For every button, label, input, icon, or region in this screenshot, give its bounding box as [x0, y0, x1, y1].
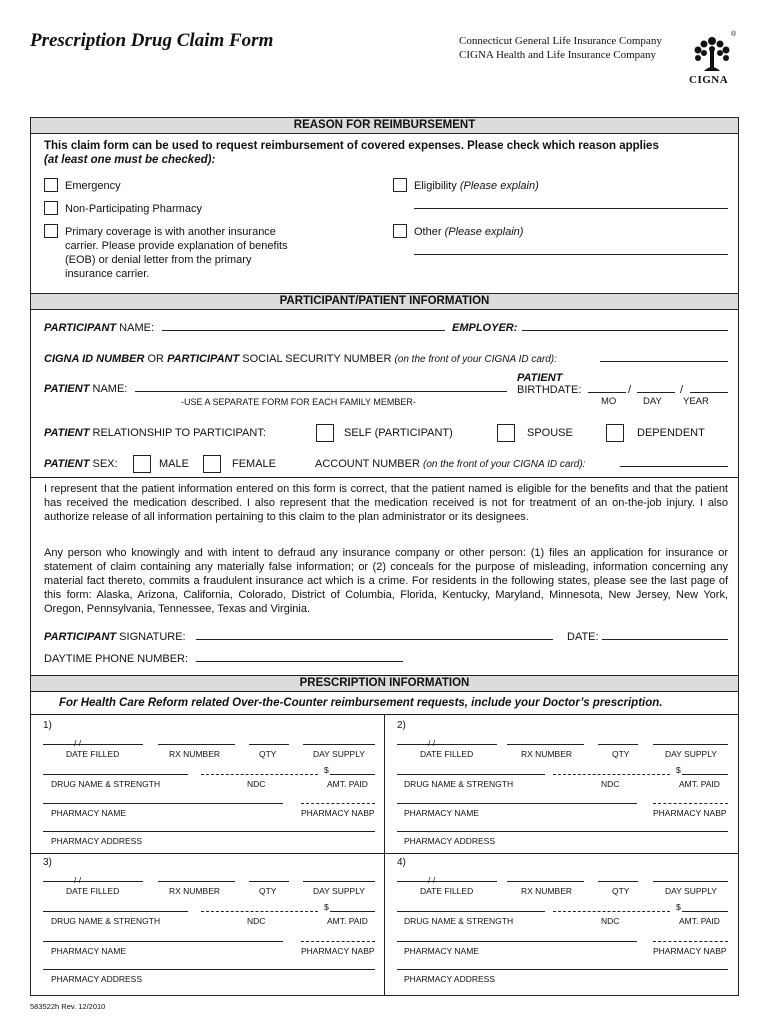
- cigna-id-label: CIGNA ID NUMBER OR PARTICIPANT SOCIAL SECURITY NUMBER (on the front of your CIGNA ID card):: [44, 353, 557, 365]
- drug-name-label: DRUG NAME & STRENGTH: [404, 779, 514, 789]
- qty-field[interactable]: [598, 744, 638, 745]
- pharmacy-nabp-field[interactable]: [653, 803, 728, 804]
- date-slashes: / /: [428, 875, 436, 885]
- pharmacy-address-label: PHARMACY ADDRESS: [51, 974, 143, 984]
- amt-paid-field[interactable]: [682, 911, 728, 912]
- ndc-field[interactable]: [201, 774, 318, 775]
- drug-name-field[interactable]: [397, 911, 545, 912]
- ndc-field[interactable]: [553, 911, 670, 912]
- ndc-label: NDC: [247, 916, 266, 926]
- year-label: YEAR: [683, 396, 709, 407]
- employer-label: EMPLOYER:: [452, 322, 518, 334]
- reason-intro-note: (at least one must be checked):: [44, 154, 216, 166]
- date-label: DATE:: [567, 631, 599, 643]
- date-slashes: / /: [74, 875, 82, 885]
- self-label: SELF (PARTICIPANT): [344, 427, 453, 439]
- qty-field[interactable]: [249, 744, 289, 745]
- rx-cell-3: [31, 853, 384, 995]
- fraud-warning-paragraph: Any person who knowingly and with intent to defraud any insurance company or other person: (1) files an application for insurance or statement of claim containing any materially false information; or (2) conceals for the purpose of misleading, information concerning any material fact thereto, commits a fraudulent insurance act which is a crime. For residents in the following states, please see the last page of this form: Alaska, Arizona, California, Colorado, District of Columbia, Florida, Kentucky, Maryland, Minnesota, New Jersey, New York, Oregon, Pennsylvania, Tennessee, Texas and Virginia.: [44, 547, 728, 615]
- account-number-field[interactable]: [620, 466, 728, 467]
- other-label: Other (Please explain): [414, 226, 524, 238]
- mo-label: MO: [601, 396, 617, 407]
- non-participating-label: Non-Participating Pharmacy: [65, 203, 202, 215]
- drug-name-label: DRUG NAME & STRENGTH: [51, 916, 161, 926]
- drug-name-label: DRUG NAME & STRENGTH: [404, 916, 514, 926]
- pharmacy-nabp-label: PHARMACY NABP: [301, 808, 375, 818]
- statements-divider: [31, 477, 738, 478]
- day-supply-label: DAY SUPPLY: [313, 886, 365, 896]
- emergency-label: Emergency: [65, 180, 121, 192]
- pharmacy-name-label: PHARMACY NAME: [51, 808, 126, 818]
- rx-number-field[interactable]: [507, 881, 584, 882]
- authorization-paragraph: I represent that the patient information entered on this form is correct, that the patient named is eligible for the benefits and that the patient has received the medication described. I also represent that the medication received is not for treatment of an on-the-job injury. I also authorize release of all information pertaining to this claim to the plan administrator or its designees.: [44, 483, 728, 523]
- employer-field[interactable]: [522, 330, 728, 331]
- form-code: 583522h Rev. 12/2010: [30, 1002, 106, 1011]
- primary-coverage-label-1: Primary coverage is with another insurance: [65, 226, 276, 238]
- pharmacy-nabp-label: PHARMACY NABP: [653, 946, 727, 956]
- pharmacy-nabp-label: PHARMACY NABP: [301, 946, 375, 956]
- participant-name-field[interactable]: [162, 330, 445, 331]
- patient-name-label: PATIENT NAME:: [44, 383, 128, 395]
- date-slashes: / /: [428, 738, 436, 748]
- qty-label: QTY: [259, 749, 277, 759]
- birth-month-field[interactable]: [588, 392, 626, 393]
- day-supply-field[interactable]: [303, 881, 375, 882]
- qty-label: QTY: [259, 886, 277, 896]
- birthdate-label: BIRTHDATE:: [517, 384, 582, 396]
- ndc-label: NDC: [601, 916, 620, 926]
- birthdate-patient-label: PATIENT: [517, 372, 563, 384]
- rx-cell-number: 2): [397, 720, 406, 731]
- sex-label: PATIENT SEX:: [44, 458, 118, 470]
- participant-name-label: PARTICIPANT NAME:: [44, 322, 155, 334]
- date-filled-field[interactable]: [397, 744, 497, 745]
- pharmacy-address-field[interactable]: [397, 831, 728, 832]
- date-filled-label: DATE FILLED: [66, 886, 120, 896]
- birth-year-field[interactable]: [690, 392, 728, 393]
- birth-slash-2: /: [680, 384, 684, 396]
- patient-name-field[interactable]: [135, 391, 507, 392]
- pharmacy-nabp-label: PHARMACY NABP: [653, 808, 727, 818]
- amt-paid-field[interactable]: [682, 774, 728, 775]
- pharmacy-name-field[interactable]: [397, 803, 637, 804]
- day-supply-label: DAY SUPPLY: [313, 749, 365, 759]
- day-label: DAY: [643, 396, 662, 407]
- separate-form-note: -USE A SEPARATE FORM FOR EACH FAMILY MEMBER-: [181, 397, 416, 407]
- emergency-checkbox[interactable]: [44, 178, 58, 192]
- signature-field[interactable]: [196, 639, 553, 640]
- eligibility-label: Eligibility (Please explain): [414, 180, 539, 192]
- date-filled-field[interactable]: [43, 881, 143, 882]
- account-number-label: ACCOUNT NUMBER (on the front of your CIGNA ID card):: [315, 458, 586, 470]
- company-line-1: Connecticut General Life Insurance Company: [459, 35, 662, 47]
- pharmacy-name-field[interactable]: [43, 803, 283, 804]
- signature-label: PARTICIPANT SIGNATURE:: [44, 631, 186, 643]
- prescription-note: For Health Care Reform related Over-the-Counter reimbursement requests, include your Doctor’s prescription.: [59, 697, 663, 709]
- birth-day-field[interactable]: [637, 392, 675, 393]
- amt-paid-label: AMT. PAID: [327, 779, 368, 789]
- pharmacy-name-label: PHARMACY NAME: [51, 946, 126, 956]
- rx-cell-1: [31, 714, 384, 853]
- female-label: FEMALE: [232, 458, 277, 470]
- rx-number-label: RX NUMBER: [521, 749, 573, 759]
- date-filled-field[interactable]: [43, 744, 143, 745]
- registered-mark: ®: [731, 31, 737, 38]
- phone-field[interactable]: [196, 661, 403, 662]
- primary-coverage-checkbox[interactable]: [44, 224, 58, 238]
- pharmacy-name-field[interactable]: [397, 941, 637, 942]
- rx-number-label: RX NUMBER: [169, 886, 221, 896]
- pharmacy-address-label: PHARMACY ADDRESS: [404, 974, 496, 984]
- eligibility-checkbox[interactable]: [393, 178, 407, 192]
- pharmacy-address-field[interactable]: [43, 831, 375, 832]
- ndc-field[interactable]: [553, 774, 670, 775]
- pharmacy-name-label: PHARMACY NAME: [404, 808, 479, 818]
- participant-heading: PARTICIPANT/PATIENT INFORMATION: [31, 293, 738, 310]
- amt-paid-label: AMT. PAID: [679, 916, 720, 926]
- drug-name-field[interactable]: [43, 774, 188, 775]
- rx-number-field[interactable]: [158, 881, 235, 882]
- dollar-sign: $: [676, 765, 681, 775]
- dependent-label: DEPENDENT: [637, 427, 705, 439]
- qty-field[interactable]: [249, 881, 289, 882]
- day-supply-field[interactable]: [653, 744, 728, 745]
- rx-number-label: RX NUMBER: [169, 749, 221, 759]
- pharmacy-name-field[interactable]: [43, 941, 283, 942]
- day-supply-label: DAY SUPPLY: [665, 749, 717, 759]
- day-supply-field[interactable]: [653, 881, 728, 882]
- other-explain-line[interactable]: [414, 254, 728, 255]
- amt-paid-field[interactable]: [330, 774, 375, 775]
- ndc-label: NDC: [601, 779, 620, 789]
- drug-name-label: DRUG NAME & STRENGTH: [51, 779, 161, 789]
- qty-label: QTY: [612, 749, 630, 759]
- reason-intro: This claim form can be used to request reimbursement of covered expenses. Please check which reason applies: [44, 140, 659, 152]
- pharmacy-nabp-field[interactable]: [301, 941, 375, 942]
- rx-cell-number: 3): [43, 857, 52, 868]
- non-participating-checkbox[interactable]: [44, 201, 58, 215]
- relationship-label: PATIENT RELATIONSHIP TO PARTICIPANT:: [44, 427, 266, 439]
- pharmacy-name-label: PHARMACY NAME: [404, 946, 479, 956]
- qty-label: QTY: [612, 886, 630, 896]
- primary-coverage-label-2: carrier. Please provide explanation of benefits: [65, 240, 288, 252]
- eligibility-explain-line[interactable]: [414, 208, 728, 209]
- pharmacy-address-field[interactable]: [397, 969, 728, 970]
- drug-name-field[interactable]: [397, 774, 545, 775]
- rx-cell-2: [385, 714, 738, 853]
- rx-cell-number: 1): [43, 720, 52, 731]
- date-filled-label: DATE FILLED: [420, 749, 474, 759]
- spouse-label: SPOUSE: [527, 427, 573, 439]
- prescription-heading: PRESCRIPTION INFORMATION: [31, 675, 738, 692]
- form-title: Prescription Drug Claim Form: [30, 30, 274, 51]
- primary-coverage-label-3: (EOB) or denial letter from the primary: [65, 254, 252, 266]
- female-checkbox[interactable]: [203, 455, 221, 473]
- male-label: MALE: [159, 458, 189, 470]
- date-filled-field[interactable]: [397, 881, 497, 882]
- rx-cell-4: [385, 853, 738, 995]
- day-supply-label: DAY SUPPLY: [665, 886, 717, 896]
- date-filled-label: DATE FILLED: [66, 749, 120, 759]
- rx-number-field[interactable]: [507, 744, 584, 745]
- pharmacy-nabp-field[interactable]: [653, 941, 728, 942]
- ndc-field[interactable]: [201, 911, 318, 912]
- primary-coverage-label-4: insurance carrier.: [65, 268, 150, 280]
- spouse-checkbox[interactable]: [497, 424, 515, 442]
- qty-field[interactable]: [598, 881, 638, 882]
- pharmacy-address-field[interactable]: [43, 969, 375, 970]
- reason-heading: REASON FOR REIMBURSEMENT: [31, 117, 738, 134]
- cigna-id-field[interactable]: [600, 361, 728, 362]
- dollar-sign: $: [676, 902, 681, 912]
- date-field[interactable]: [602, 639, 728, 640]
- pharmacy-address-label: PHARMACY ADDRESS: [404, 836, 496, 846]
- rx-number-label: RX NUMBER: [521, 886, 573, 896]
- dependent-checkbox[interactable]: [606, 424, 624, 442]
- amt-paid-label: AMT. PAID: [679, 779, 720, 789]
- self-checkbox[interactable]: [316, 424, 334, 442]
- pharmacy-address-label: PHARMACY ADDRESS: [51, 836, 143, 846]
- cigna-brand-text: CIGNA: [689, 74, 729, 86]
- company-line-2: CIGNA Health and Life Insurance Company: [459, 49, 657, 61]
- birth-slash-1: /: [628, 384, 632, 396]
- dollar-sign: $: [324, 902, 329, 912]
- dollar-sign: $: [324, 765, 329, 775]
- amt-paid-field[interactable]: [330, 911, 375, 912]
- other-checkbox[interactable]: [393, 224, 407, 238]
- amt-paid-label: AMT. PAID: [327, 916, 368, 926]
- rx-number-field[interactable]: [158, 744, 235, 745]
- rx-cell-number: 4): [397, 857, 406, 868]
- drug-name-field[interactable]: [43, 911, 188, 912]
- phone-label: DAYTIME PHONE NUMBER:: [44, 653, 189, 665]
- day-supply-field[interactable]: [303, 744, 375, 745]
- date-filled-label: DATE FILLED: [420, 886, 474, 896]
- date-slashes: / /: [74, 738, 82, 748]
- ndc-label: NDC: [247, 779, 266, 789]
- pharmacy-nabp-field[interactable]: [301, 803, 375, 804]
- male-checkbox[interactable]: [133, 455, 151, 473]
